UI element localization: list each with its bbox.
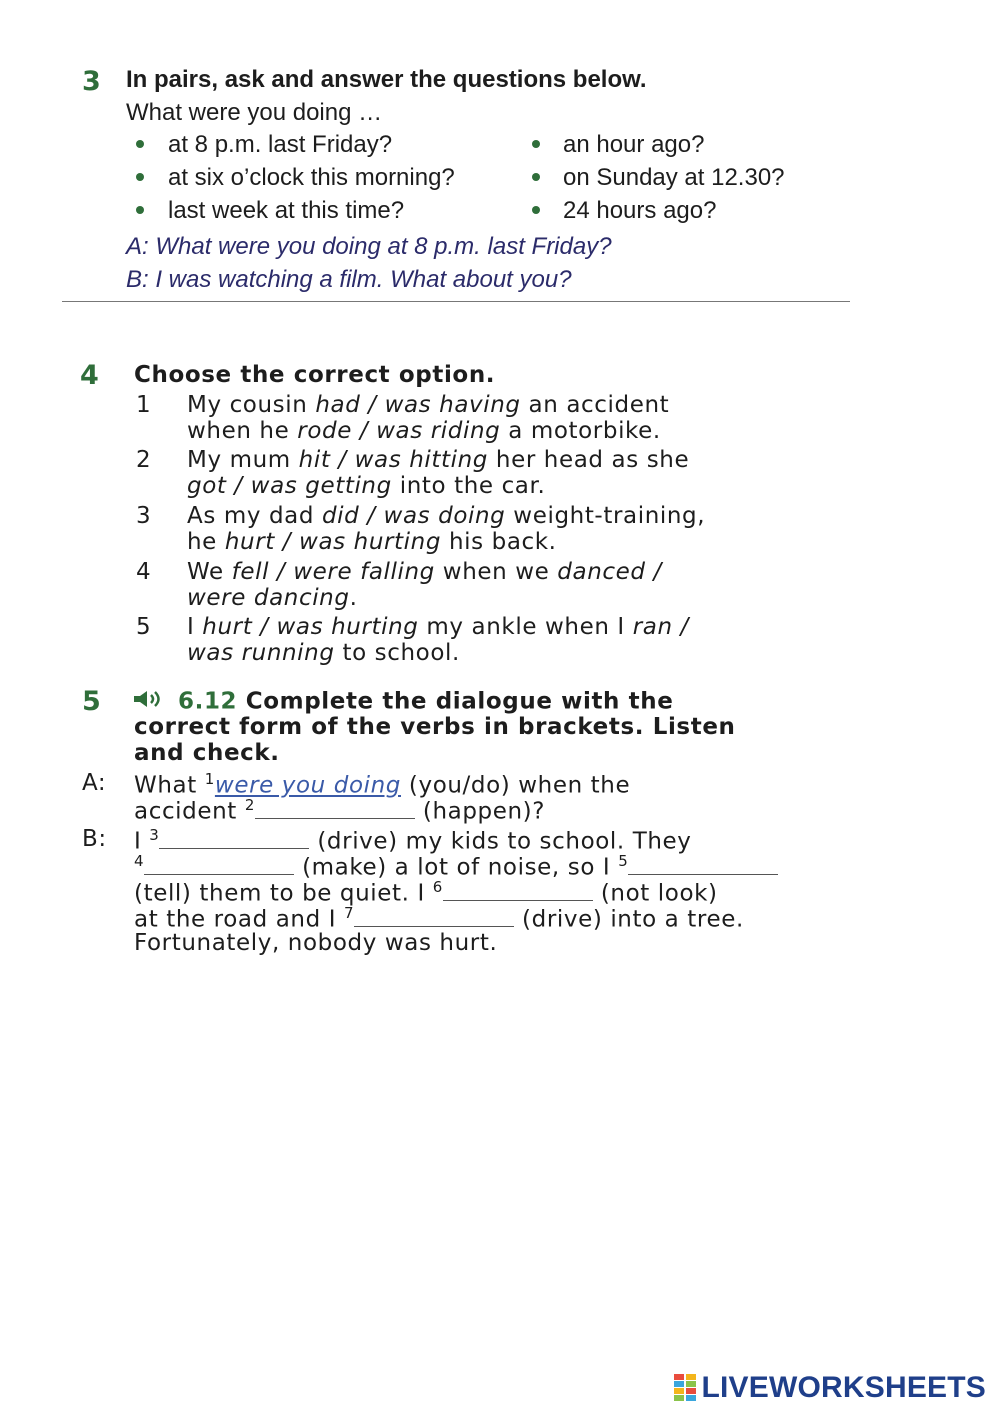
item-line: was running to school. — [187, 640, 460, 666]
item-number: 2 — [136, 447, 152, 473]
dialogue-line: accident $^2$ (happen)? — [134, 796, 546, 825]
audio-track-code: 6.12 — [178, 688, 238, 715]
item-number: 5 — [136, 614, 152, 640]
answer-blank[interactable] — [144, 856, 294, 875]
exercise-3-number: 3 — [82, 66, 101, 97]
exercise-5-number: 5 — [82, 686, 101, 717]
option-choice[interactable]: were dancing — [187, 585, 350, 611]
exercise-5-instruction: 6.12 Complete the dialogue with the — [132, 688, 673, 716]
section-divider — [62, 301, 850, 302]
speaker-label: A: — [82, 770, 107, 796]
bullet-icon — [136, 206, 144, 214]
dialogue-line: What $^1$were you doing (you/do) when the — [134, 770, 631, 799]
item-number: 4 — [136, 559, 152, 585]
exercise-3-instruction: In pairs, ask and answer the questions below. — [126, 66, 647, 93]
item-line: My mum hit / was hitting her head as she — [187, 447, 690, 473]
item-line: I hurt / was hurting my ankle when I ran / — [187, 614, 689, 640]
exercise-4-number: 4 — [80, 360, 99, 391]
item-line: We fell / were falling when we danced / — [187, 559, 662, 585]
option-choice[interactable]: hit / was hitting — [298, 447, 488, 473]
item-number: 3 — [136, 503, 152, 529]
option-choice[interactable]: had / was having — [315, 392, 521, 418]
item-line: got / was getting into the car. — [187, 473, 546, 499]
item-line: when he rode / was riding a motorbike. — [187, 418, 661, 444]
dialogue-line: I $^3$ (drive) my kids to school. They — [134, 826, 692, 855]
item-number: 1 — [136, 392, 152, 418]
bullet-icon — [532, 140, 540, 148]
option-choice[interactable]: did / was doing — [321, 503, 506, 529]
bullet-item: at six o’clock this morning? — [168, 164, 455, 191]
answer-blank[interactable] — [628, 856, 778, 875]
item-line: were dancing. — [187, 585, 358, 611]
option-choice[interactable]: fell / were falling — [231, 559, 435, 585]
bullet-icon — [532, 173, 540, 181]
liveworksheets-logo-text: LIVEWORKSHEETS — [701, 1371, 986, 1404]
bullet-item: on Sunday at 12.30? — [563, 164, 785, 191]
answer-blank[interactable] — [354, 908, 514, 927]
option-choice[interactable]: hurt / was hurting — [202, 614, 419, 640]
option-choice[interactable]: was running — [187, 640, 335, 666]
item-line: My cousin had / was having an accident — [187, 392, 670, 418]
dialogue-line: (tell) them to be quiet. I $^6$ (not look) — [134, 878, 718, 907]
exercise-3-lead: What were you doing … — [126, 99, 383, 126]
dialogue-line: Fortunately, nobody was hurt. — [134, 930, 498, 956]
answer-blank[interactable] — [255, 800, 415, 819]
answer-blank[interactable] — [159, 830, 309, 849]
exercise-5-instruction-line: correct form of the verbs in brackets. Listen — [134, 714, 736, 740]
speaker-icon[interactable] — [132, 688, 172, 716]
exercise-5-instruction-line: and check. — [134, 740, 280, 766]
dialogue-line: at the road and I $^7$ (drive) into a tree. — [134, 904, 744, 933]
liveworksheets-logo-icon — [674, 1374, 696, 1402]
example-line-a: A: What were you doing at 8 p.m. last Friday? — [126, 233, 612, 260]
liveworksheets-logo — [674, 1371, 987, 1405]
item-line: he hurt / was hurting his back. — [187, 529, 557, 555]
bullet-item: 24 hours ago? — [563, 197, 717, 224]
bullet-icon — [136, 173, 144, 181]
option-choice[interactable]: hurt / was hurting — [224, 529, 442, 555]
option-choice[interactable]: rode / was riding — [297, 418, 501, 444]
answer-blank[interactable] — [443, 882, 593, 901]
answer-example: were you doing — [214, 772, 401, 799]
option-choice[interactable]: got / was getting — [187, 473, 392, 499]
example-line-b: B: I was watching a film. What about you? — [126, 266, 572, 293]
option-choice[interactable]: ran / — [632, 614, 689, 640]
bullet-item: at 8 p.m. last Friday? — [168, 131, 393, 158]
bullet-icon — [136, 140, 144, 148]
bullet-item: an hour ago? — [563, 131, 705, 158]
dialogue-line: $^4$ (make) a lot of noise, so I $^5$ — [134, 852, 778, 881]
option-choice[interactable]: danced / — [557, 559, 662, 585]
bullet-item: last week at this time? — [168, 197, 405, 224]
item-line: As my dad did / was doing weight-training, — [187, 503, 706, 529]
exercise-4-instruction: Choose the correct option. — [134, 362, 496, 388]
bullet-icon — [532, 206, 540, 214]
speaker-label: B: — [82, 826, 107, 852]
